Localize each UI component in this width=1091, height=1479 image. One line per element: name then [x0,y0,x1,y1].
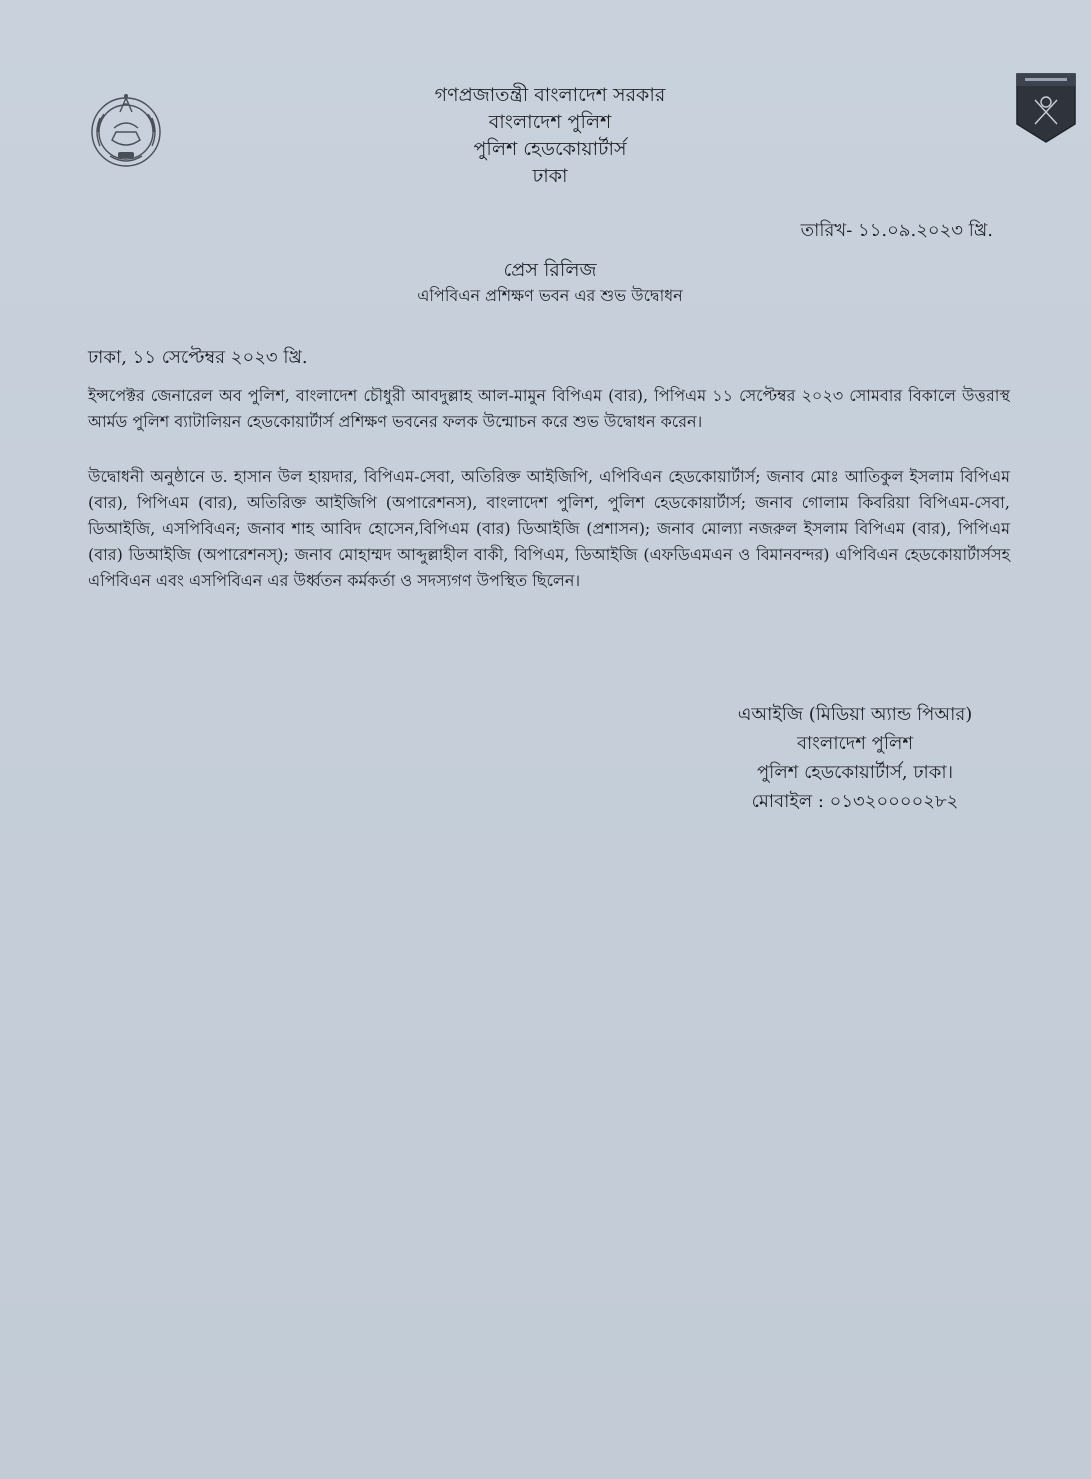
signatory-mobile: মোবাইল : ০১৩২০০০০২৮২ [751,791,959,812]
signatory-organization: বাংলাদেশ পুলিশ [796,733,914,754]
armed-police-battalion-badge-icon [1015,72,1077,144]
press-release-subtitle: এপিবিএন প্রশিক্ষণ ভবন এর শুভ উদ্বোধন [417,286,683,305]
body-paragraph-2: উদ্বোধনী অনুষ্ঠানে ড. হাসান উল হায়দার, বিপিএম-সেবা, অতিরিক্ত আইজিপি, এপিবিএন হেডকোয়ার্টার্স; জনাব মোঃ আতিকুল ইসলাম বিপিএম (বার), পিপিএম (বার), অতিরিক্ত আইজিপি (অপারেশনস), বাংলাদেশ পুলিশ, পুলিশ হেডকোয়ার্টার্স; জনাব গোলাম কিবরিয়া বিপিএম-সেবা, ডিআইজি, এসপিবিএন; জনাব শাহ আবিদ হোসেন,বিপিএম (বার) ডিআইজি (প্রশাসন); জনাব মোল্যা নজরুল ইসলাম বিপিএম (বার), পিপিএম (বার) ডিআইজি (অপারেশনস্); জনাব মোহাম্মদ আব্দুল্লাহীল বাকী, বিপিএম, ডিআইজি (এফডিএমএন ও বিমানবন্দর) এপিবিএন হেডকোয়ার্টার্সসহ এপিবিএন এবং এসপিবিএন এর উর্ধ্বতন কর্মকর্তা ও সদস্যগণ উপস্থিত ছিলেন। [88,467,1010,590]
signatory-title: এআইজি (মিডিয়া অ্যান্ড পিআর) [737,704,973,725]
dateline: ঢাকা, ১১ সেপ্টেম্বর ২০২৩ খ্রি. [88,347,308,368]
signatory-office: পুলিশ হেডকোয়ার্টার্স, ঢাকা। [756,762,954,783]
organization-name: বাংলাদেশ পুলিশ [488,111,612,133]
bangladesh-police-emblem-icon [84,88,168,172]
letterhead [345,82,755,190]
document-date: তারিখ- ১১.০৯.২০২৩ খ্রি. [800,220,993,241]
press-release-title: প্রেস রিলিজ [503,259,597,281]
city-name: ঢাকা [532,165,568,187]
headquarters-name: পুলিশ হেডকোয়ার্টার্স [473,138,627,160]
title-block [300,256,800,308]
body-paragraph-1: ইন্সপেক্টর জেনারেল অব পুলিশ, বাংলাদেশ চৌধুরী আবদুল্লাহ আল-মামুন বিপিএম (বার), পিপিএম ১১ সেপ্টেম্বর ২০২৩ সোমবার বিকালে উত্তরাস্থ আর্মড পুলিশ ব্যাটালিয়ন হেডকোয়ার্টার্স প্রশিক্ষণ ভবনের ফলক উন্মোচন করে শুভ উদ্বোধন করেন। [88,386,1010,431]
signature-block [700,700,1010,816]
government-name: গণপ্রজাতন্ত্রী বাংলাদেশ সরকার [434,84,666,106]
